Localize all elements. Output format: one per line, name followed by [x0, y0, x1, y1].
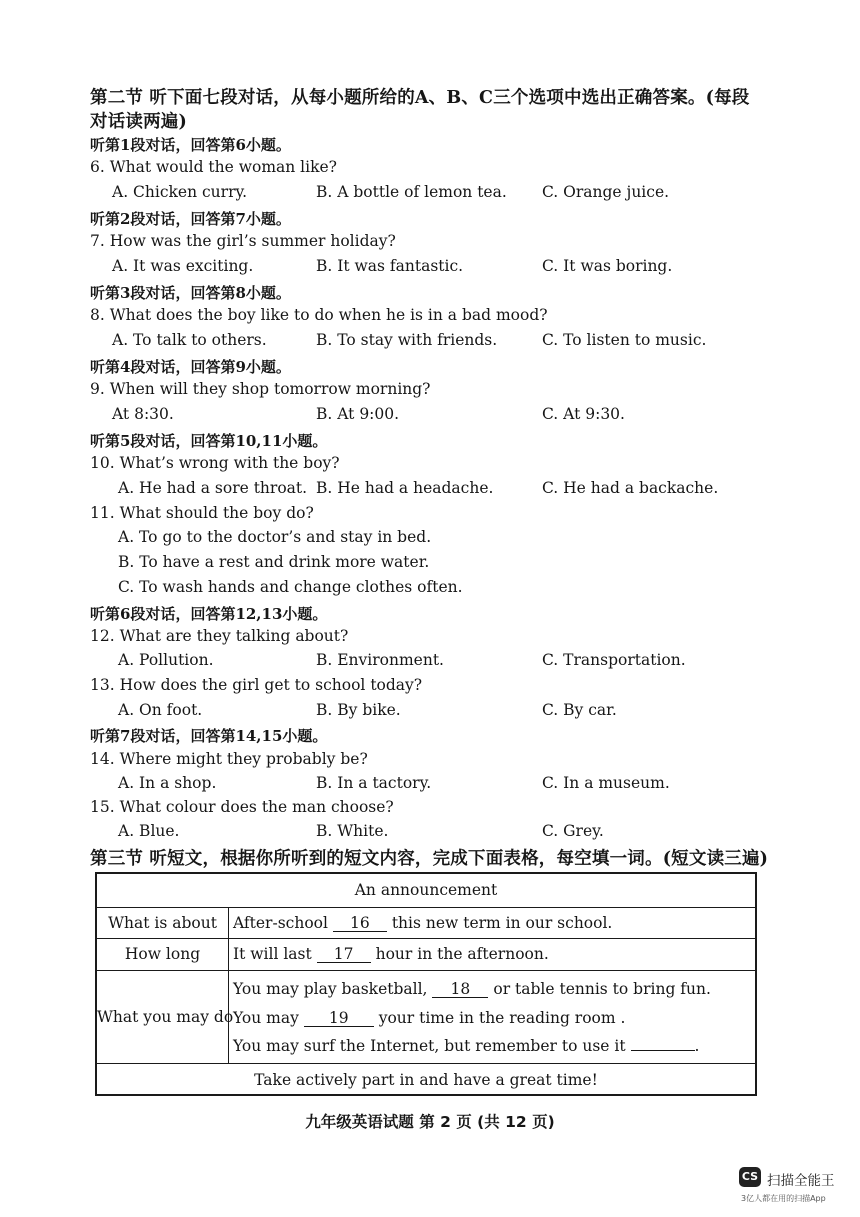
q12-option-c: C. Transportation. [542, 651, 686, 669]
section2-heading-line1: 第二节 听下面七段对话，从每小题所给的A、B、C三个选项中选出正确答案。(每段 [90, 88, 750, 108]
q13-option-c: C. By car. [542, 701, 617, 719]
row2-post: hour in the afternoon. [375, 945, 549, 963]
question-13: 13. How does the girl get to school today? [90, 676, 423, 694]
blank-18[interactable]: 18 [432, 981, 488, 998]
row3-line1-post: or table tennis to bring fun. [493, 980, 711, 998]
table-title: An announcement [354, 881, 498, 899]
blank-16[interactable]: 16 [333, 915, 387, 932]
q15-option-a: A. Blue. [118, 822, 180, 840]
row3-line2 [233, 1009, 625, 1027]
question-6: 6. What would the woman like? [90, 158, 337, 176]
q8-option-a: A. To talk to others. [112, 331, 267, 349]
watermark-tagline: 3亿人都在用的扫描App [741, 1194, 826, 1203]
q10-option-a: A. He had a sore throat. [118, 479, 308, 497]
q8-option-b: B. To stay with friends. [316, 331, 498, 349]
q12-option-a: A. Pollution. [118, 651, 214, 669]
question-14: 14. Where might they probably be? [90, 750, 368, 768]
q6-option-a: A. Chicken curry. [112, 183, 248, 201]
row1-label: What is about [108, 914, 217, 932]
row3-line1 [233, 980, 711, 998]
q7-option-a: A. It was exciting. [112, 257, 254, 275]
dialogue-5-instruction: 听第5段对话，回答第10,11小题。 [90, 432, 328, 450]
question-11: 11. What should the boy do? [90, 504, 314, 522]
q13-option-b: B. By bike. [316, 701, 401, 719]
q10-option-b: B. He had a headache. [316, 479, 494, 497]
q9-option-b: B. At 9:00. [316, 405, 400, 423]
row2-pre: It will last [233, 945, 312, 963]
dialogue-7-instruction: 听第7段对话，回答第14,15小题。 [90, 727, 328, 745]
row3-line3-pre: You may surf the Internet, but remember to use it [233, 1037, 626, 1055]
blank-17[interactable]: 17 [317, 946, 371, 963]
row1-pre: After-school [233, 914, 328, 932]
announcement-table [95, 872, 757, 1096]
q10-option-c: C. He had a backache. [542, 479, 719, 497]
blank-19[interactable]: 19 [304, 1010, 374, 1027]
q11-option-b: B. To have a rest and drink more water. [118, 553, 430, 571]
row1-post: this new term in our school. [391, 914, 613, 932]
question-8: 8. What does the boy like to do when he is in a bad mood? [90, 306, 548, 324]
row3-line3 [233, 1037, 699, 1055]
q14-option-c: C. In a museum. [542, 774, 670, 792]
section3-heading: 第三节 听短文，根据你所听到的短文内容，完成下面表格，每空填一词。(短文读三遍) [90, 849, 769, 869]
q14-option-b: B. In a tactory. [316, 774, 432, 792]
row3-label: What you may do [97, 1008, 234, 1026]
q15-option-c: C. Grey. [542, 822, 604, 840]
question-15: 15. What colour does the man choose? [90, 798, 394, 816]
row2-label: How long [124, 945, 201, 963]
q7-option-c: C. It was boring. [542, 257, 673, 275]
question-12: 12. What are they talking about? [90, 627, 349, 645]
q13-option-a: A. On foot. [118, 701, 203, 719]
q12-option-b: B. Environment. [316, 651, 444, 669]
row3-line2-pre: You may [233, 1009, 299, 1027]
camscanner-logo-icon: CS [739, 1167, 761, 1187]
row3-line3-post: . [694, 1037, 700, 1055]
dialogue-1-instruction: 听第1段对话，回答第6小题。 [90, 136, 291, 154]
dialogue-6-instruction: 听第6段对话，回答第12,13小题。 [90, 605, 328, 623]
q11-option-c: C. To wash hands and change clothes often. [118, 578, 463, 596]
q9-option-c: C. At 9:30. [542, 405, 625, 423]
question-9: 9. When will they shop tomorrow morning? [90, 380, 431, 398]
q7-option-b: B. It was fantastic. [316, 257, 464, 275]
row3-line2-post: your time in the reading room . [378, 1009, 626, 1027]
dialogue-2-instruction: 听第2段对话，回答第7小题。 [90, 210, 291, 228]
dialogue-3-instruction: 听第3段对话，回答第8小题。 [90, 284, 291, 302]
page-footer: 九年级英语试题 第 2 页 (共 12 页) [305, 1113, 555, 1131]
q15-option-b: B. White. [316, 822, 389, 840]
row3-line1-pre: You may play basketball, [233, 980, 428, 998]
question-10: 10. What’s wrong with the boy? [90, 454, 340, 472]
row1-content [233, 914, 612, 932]
watermark-app-name: 扫描全能王 [767, 1173, 835, 1189]
q8-option-c: C. To listen to music. [542, 331, 707, 349]
q11-option-a: A. To go to the doctor’s and stay in bed. [118, 528, 432, 546]
section2-heading-line2: 对话读两遍) [90, 112, 187, 132]
table-footer-row: Take actively part in and have a great time! [254, 1071, 598, 1089]
q9-option-a: At 8:30. [112, 405, 174, 423]
q6-option-c: C. Orange juice. [542, 183, 670, 201]
q14-option-a: A. In a shop. [118, 774, 217, 792]
q6-option-b: B. A bottle of lemon tea. [316, 183, 507, 201]
question-7: 7. How was the girl’s summer holiday? [90, 232, 396, 250]
row2-content [233, 945, 549, 963]
blank-20[interactable] [631, 1050, 695, 1051]
dialogue-4-instruction: 听第4段对话，回答第9小题。 [90, 358, 291, 376]
